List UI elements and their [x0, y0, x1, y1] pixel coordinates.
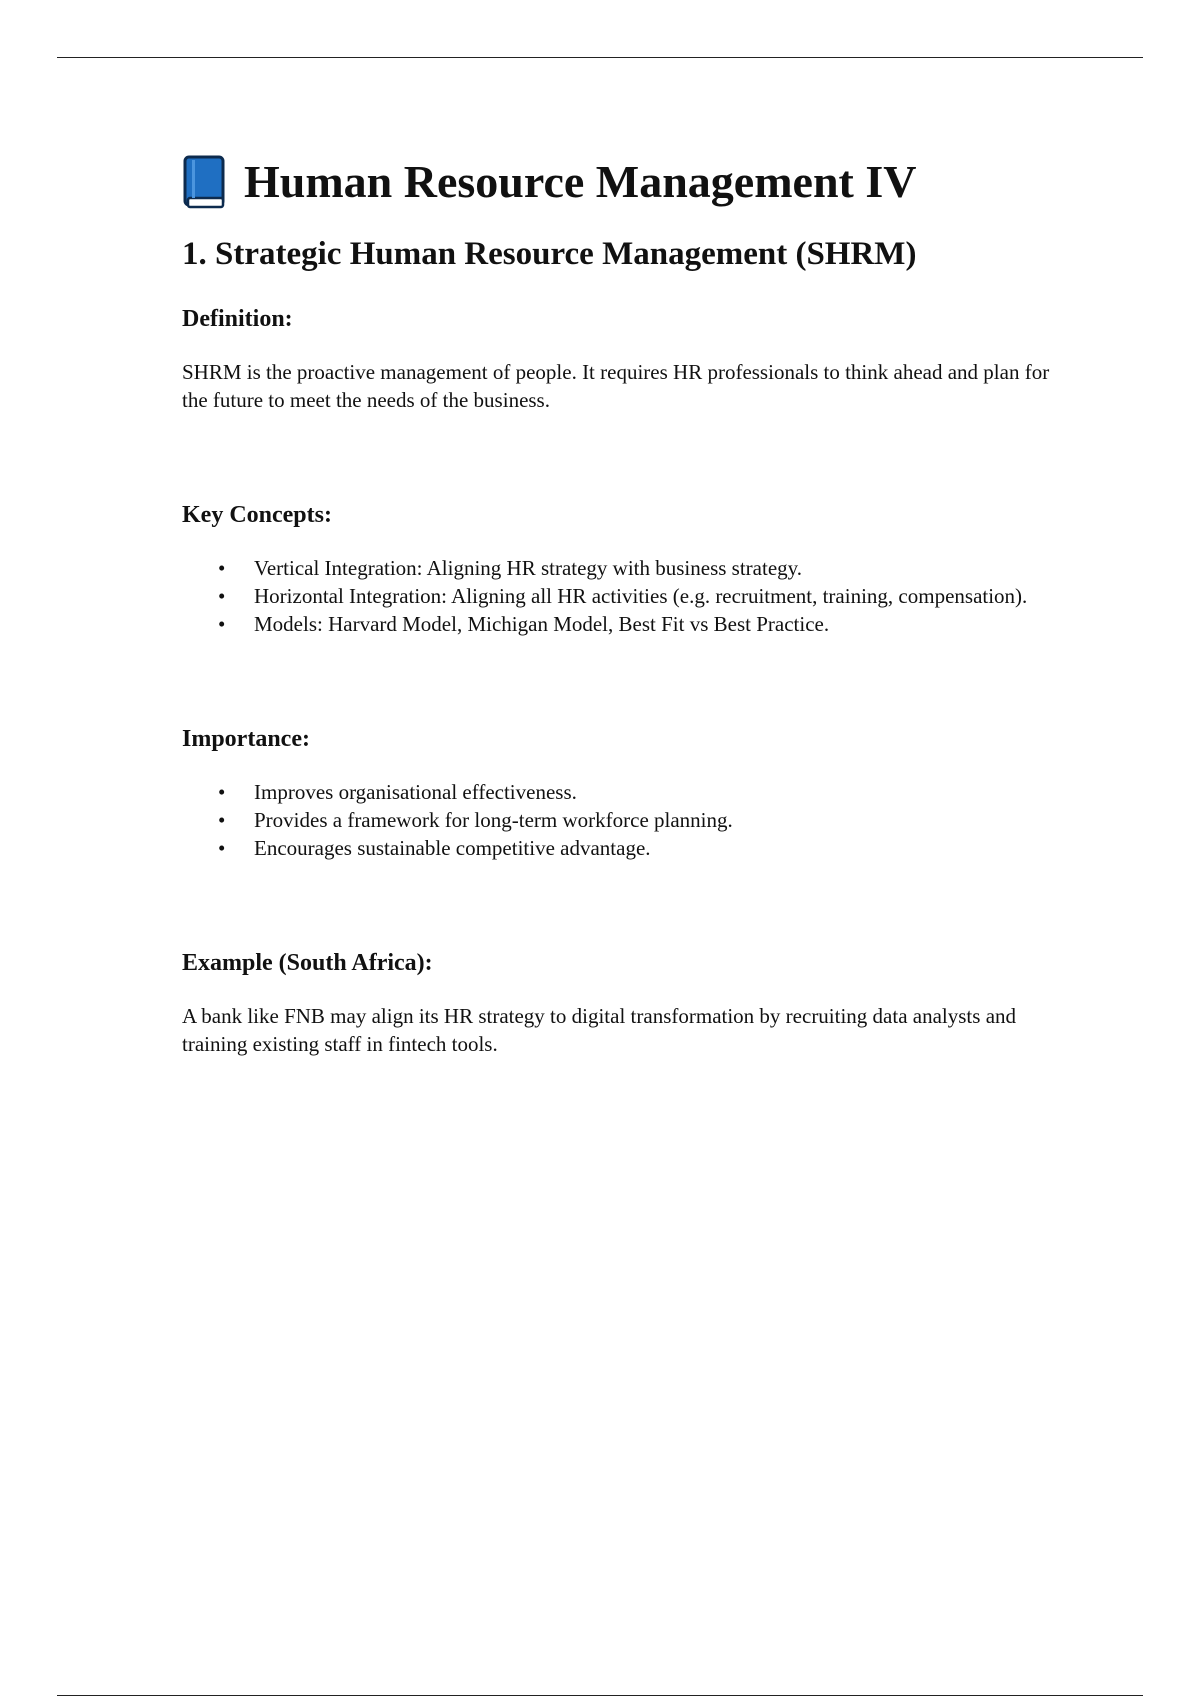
- document-body: [182, 150, 1062, 1058]
- list-item: • Models: Harvard Model, Michigan Model, Best Fit vs Best Practice.: [254, 610, 1062, 638]
- importance-heading: Importance:: [182, 726, 310, 752]
- list-item: • Provides a framework for long-term workforce planning.: [254, 806, 1062, 834]
- list-item: • Improves organisational effectiveness.: [254, 778, 1062, 806]
- list-item: • Horizontal Integration: Aligning all HR activities (e.g. recruitment, training, compensation).: [254, 582, 1062, 610]
- importance-list: [182, 778, 1062, 862]
- definition-text: SHRM is the proactive management of people. It requires HR professionals to think ahead and plan for the future to meet the needs of the business.: [182, 360, 1050, 412]
- key-concepts-heading: Key Concepts:: [182, 502, 332, 528]
- list-item: • Encourages sustainable competitive advantage.: [254, 834, 1062, 862]
- document-title: [182, 150, 1062, 214]
- bottom-rule: [57, 1695, 1143, 1696]
- definition-heading: Definition:: [182, 306, 293, 332]
- section-title: 1. Strategic Human Resource Management (SHRM): [182, 236, 917, 272]
- list-item: • Vertical Integration: Aligning HR strategy with business strategy.: [254, 554, 1062, 582]
- example-heading: Example (South Africa):: [182, 950, 433, 976]
- example-text: A bank like FNB may align its HR strategy to digital transformation by recruiting data analysts and training existing staff in fintech tools.: [182, 1004, 1017, 1056]
- book-icon: [182, 154, 228, 210]
- document-title-text: Human Resource Management IV: [244, 156, 917, 207]
- key-concepts-list: [182, 554, 1062, 638]
- top-rule: [57, 57, 1143, 58]
